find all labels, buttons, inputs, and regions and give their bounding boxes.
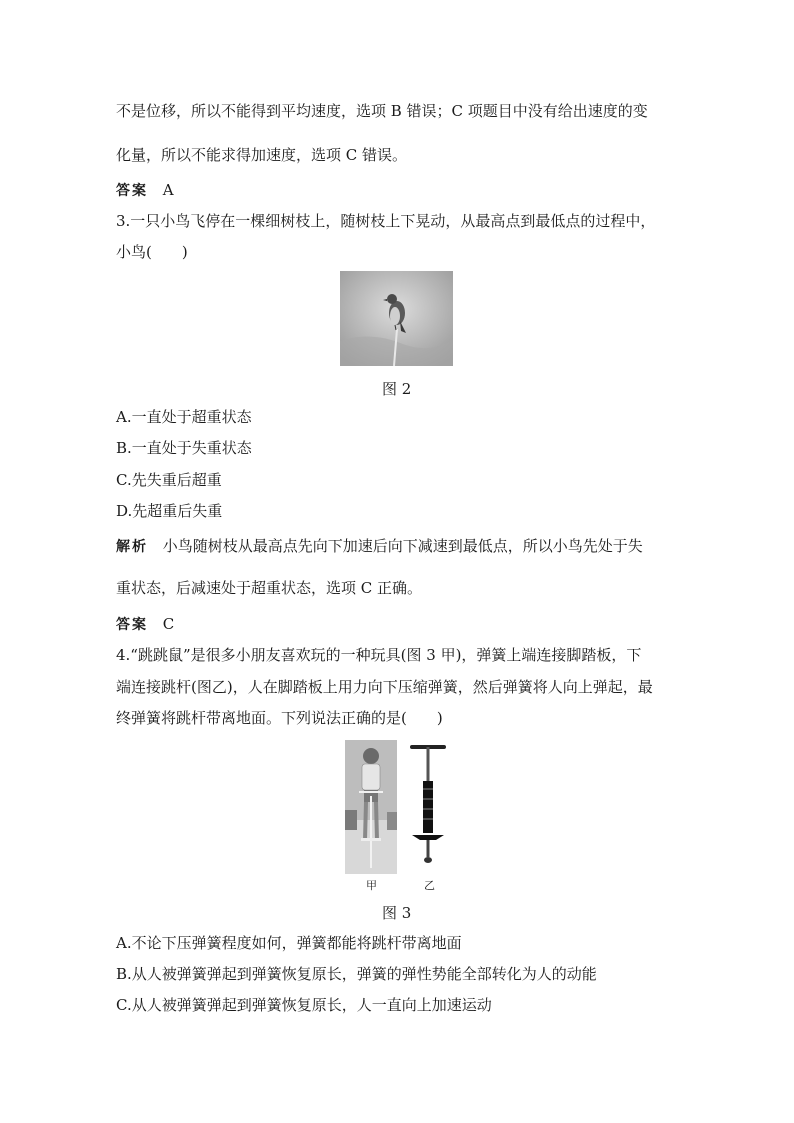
question-stem: 小鸟( ) <box>116 243 188 261</box>
option-d: D.先超重后失重 <box>116 502 223 520</box>
analysis-label: 解析 <box>116 539 148 555</box>
option-b: B.一直处于失重状态 <box>116 439 252 457</box>
answer-value: A <box>162 181 174 199</box>
figure-caption: 图 3 <box>382 904 412 922</box>
text-line: 不是位移，所以不能得到平均速度，选项 B 错误；C 项题目中没有给出速度的变 <box>116 102 648 120</box>
child-pogo-photo <box>345 740 397 874</box>
analysis-text: 重状态，后减速处于超重状态，选项 C 正确。 <box>116 579 423 597</box>
option-c: C.先失重后超重 <box>116 471 222 489</box>
answer-line <box>116 180 174 201</box>
bird-photo <box>340 271 453 366</box>
analysis-line <box>116 536 643 557</box>
answer-label: 答案 <box>116 617 148 633</box>
answer-label: 答案 <box>116 183 148 199</box>
answer-value: C <box>162 615 175 633</box>
figure-caption: 图 2 <box>382 380 412 398</box>
option-c: C.从人被弹簧弹起到弹簧恢复原长，人一直向上加速运动 <box>116 996 492 1014</box>
question-stem: 端连接跳杆(图乙)，人在脚踏板上用力向下压缩弹簧，然后弹簧将人向上弹起，最 <box>116 678 653 696</box>
option-b: B.从人被弹簧弹起到弹簧恢复原长，弹簧的弹性势能全部转化为人的动能 <box>116 965 597 983</box>
question-stem: 3.一只小鸟飞停在一棵细树枝上，随树枝上下晃动，从最高点到最低点的过程中， <box>116 212 656 230</box>
label-yi: 乙 <box>424 879 435 892</box>
pogo-stick-photo <box>408 741 448 865</box>
text-line: 化量，所以不能求得加速度，选项 C 错误。 <box>116 146 408 164</box>
label-jia: 甲 <box>366 879 377 892</box>
question-stem: 4.“跳跳鼠”是很多小朋友喜欢玩的一种玩具(图 3 甲)，弹簧上端连接脚踏板，下 <box>116 646 642 664</box>
question-stem: 终弹簧将跳杆带离地面。下列说法正确的是( ) <box>116 709 443 727</box>
option-a: A.一直处于超重状态 <box>116 408 252 426</box>
answer-line <box>116 614 174 635</box>
analysis-text: 小鸟随树枝从最高点先向下加速后向下减速到最低点，所以小鸟先处于失 <box>162 537 643 555</box>
option-a: A.不论下压弹簧程度如何，弹簧都能将跳杆带离地面 <box>116 934 462 952</box>
